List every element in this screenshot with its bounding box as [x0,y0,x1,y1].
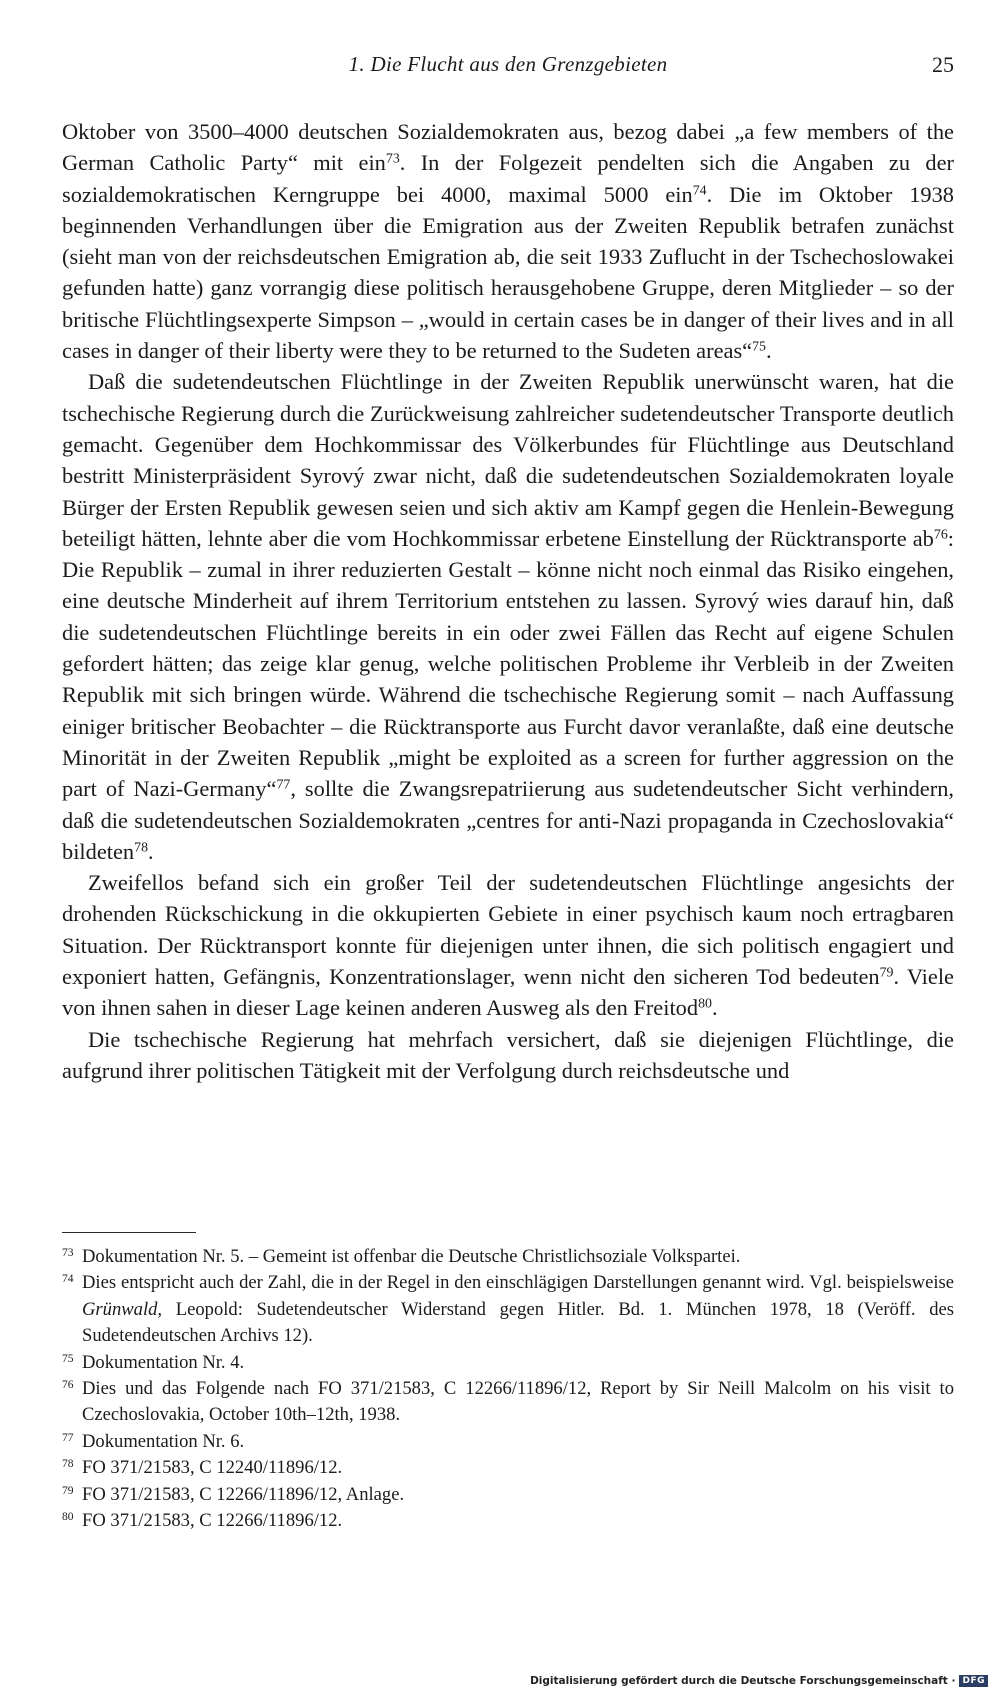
footnote-reference: 77 [276,777,291,793]
text-run: Dokumentation Nr. 5. – Gemeint ist offenbar die Deutsche Christlichsoziale Volkspartei. [82,1246,741,1267]
page-number: 25 [932,52,954,77]
footnote-number [62,1455,82,1481]
text-run: Dies und das Folgende nach FO 371/21583, C 12266/11896/12, Report by Sir Neill Malcolm on his visit to Czechoslovakia, October 10th–12th, 1938. [82,1378,954,1426]
body-text [62,116,954,1086]
footnote-number-sup: 76 [62,1379,74,1392]
footnote-separator [62,1232,196,1233]
text-run: Daß die sudetendeutschen Flüchtlinge in der Zweiten Republik unerwünscht waren, hat die tschechische Regierung durch die Zurückweisung zahlreicher sudetendeutscher Transporte deutlich gemacht. Gegenüber dem Hochkommissar des Völkerbundes für Flüchtlinge aus Deutschland bestritt Ministerpräsident Syrový zwar nicht, daß die sudetendeutschen Sozialdemokraten loyale Bürger der Ersten Republik gewesen seien und sich aktiv am Kampf gegen die Henlein-Bewegung beteiligt hätten, lehnte aber die vom Hochkommissar erbetene Einstellung der Rücktransporte ab [62,369,954,551]
footnote-number-sup: 75 [62,1352,74,1365]
text-run: . [711,995,718,1021]
footnote-reference: 76 [933,527,948,543]
footnote [62,1376,954,1429]
text-run: . In der Folgezeit pendelten sich die Angaben zu der sozialdemokratischen Kerngruppe bei 4000, maximal 5000 ein [62,150,955,207]
text-run: Die tschechische Regierung hat mehrfach versichert, daß sie diejenigen Flüchtlinge, die aufgrund ihrer politischen Tätigkeit mit der Verfolgung durch reichsdeutsche und [62,1026,954,1083]
text-run: . [765,338,772,364]
footnote-reference: 78 [134,840,148,856]
text-run: , sollte die Zwangsrepatriierung aus sudetendeutscher Sicht verhindern, daß die sudetendeutschen Sozialdemokraten „centres for anti-Nazi propaganda in Czechoslovakia“ bildeten [62,776,954,864]
footnote-number-sup: 77 [62,1432,74,1445]
footnotes [62,1244,954,1534]
paragraph [62,1024,954,1087]
footnote-reference: 74 [692,182,707,198]
running-head [62,52,954,86]
footnote-number-sup: 79 [62,1484,74,1497]
footnote-number-sup: 78 [62,1458,74,1471]
italic-text: Grünwald, [82,1298,163,1320]
footnote-reference: 73 [385,151,400,167]
text-run: Dokumentation Nr. 6. [82,1430,245,1452]
footnote [62,1482,954,1508]
footnote-number-sup: 73 [62,1247,74,1260]
footnote-number [62,1429,82,1455]
footnote-number [62,1244,82,1270]
text-run: Dies entspricht auch der Zahl, die in der Regel in den einschlägigen Darstellungen genannt wird. Vgl. beispielsweise [82,1272,954,1294]
footnote [62,1350,954,1376]
running-head-title: 1. Die Flucht aus den Grenzgebieten [348,52,668,76]
footnote [62,1429,954,1455]
text-run: Zweifellos befand sich ein großer Teil der sudetendeutschen Flüchtlinge angesichts der drohenden Rückschickung in die okkupierten Gebiete in einer psychisch kaum noch ertragbaren Situation. Der Rücktransport konnte für diejenigen unter ihnen, die sich politisch engagiert und exponiert hatten, Gefängnis, Konzentrationslager, wenn nicht den sicheren Tod bedeuten [62,870,954,990]
digitization-credit [530,1675,988,1687]
footnote-reference: 79 [879,965,894,981]
footnote-number [62,1376,82,1402]
text-run: . [148,838,154,864]
footnote [62,1270,954,1349]
text-run: Dokumentation Nr. 4. [82,1351,245,1373]
text-run: FO 371/21583, C 12266/11896/12. [82,1510,343,1532]
paragraph [62,867,954,1023]
paragraph [62,116,954,366]
text-run: Oktober von 3500–4000 deutschen Sozialdemokraten aus, bezog dabei „a few members of the German Catholic Party“ mit ein [62,119,954,176]
text-run: FO 371/21583, C 12266/11896/12, Anlage. [82,1483,405,1505]
text-run: FO 371/21583, C 12240/11896/12. [82,1457,343,1479]
dfg-logo: DFG [959,1675,988,1687]
text-run: : Die Republik – zumal in ihrer reduzierten Gestalt – könne nicht noch einmal das Risiko eingehen, eine deutsche Minderheit auf ihrem Territorium entstehen zu lassen. Syrový wies darauf hin, daß die sudetendeutschen Flüchtlinge bereits in ein oder zwei Fällen das Recht auf eigene Schulen gefordert hätten; das zeige klar genug, welche politischen Probleme ihr Verbleib in der Zweiten Republik mit sich bringen würde. Während die tschechische Regierung somit – nach Auffassung einiger britischer Beobachter – die Rücktransporte aus Furcht davor veranlaßte, daß eine deutsche Minorität in der Zweiten Republik „might be exploited as a screen for further aggression on the part of Nazi-Germany“ [62,525,954,802]
text-run: . Die im Oktober 1938 beginnenden Verhandlungen über die Emigration aus der Zweiten Republik betrafen zunächst (sieht man von der reichsdeutschen Emigration ab, die seit 1933 Zuflucht in der Tschechoslowakei gefunden hatte) ganz vorrangig diese politisch herausgehobene Gruppe, deren Mitglieder – so der britische Flüchtlingsexperte Simpson – „would in certain cases be in danger of their lives and in all cases in danger of their liberty were they to be returned to the Sudeten areas“ [62,181,955,364]
credit-text: Digitalisierung gefördert durch die Deutsche Forschungsgemeinschaft · [530,1675,956,1687]
footnote-number [62,1270,82,1296]
footnote-number [62,1508,82,1534]
paragraph [62,366,954,867]
footnote-number [62,1350,82,1376]
footnote-reference: 80 [698,996,712,1012]
footnote [62,1455,954,1481]
text-run: Leopold: Sudetendeutscher Widerstand gegen Hitler. Bd. 1. München 1978, 18 (Veröff. des Sudetendeutschen Archivs 12). [82,1298,954,1347]
text-run: . Viele von ihnen sahen in dieser Lage keinen anderen Ausweg als den Freitod [62,964,954,1021]
footnote-number-sup: 80 [62,1511,74,1524]
footnote [62,1244,954,1270]
footnote-number [62,1482,82,1508]
footnote-number-sup: 74 [62,1273,74,1286]
footnote [62,1508,954,1534]
footnote-reference: 75 [752,339,766,355]
